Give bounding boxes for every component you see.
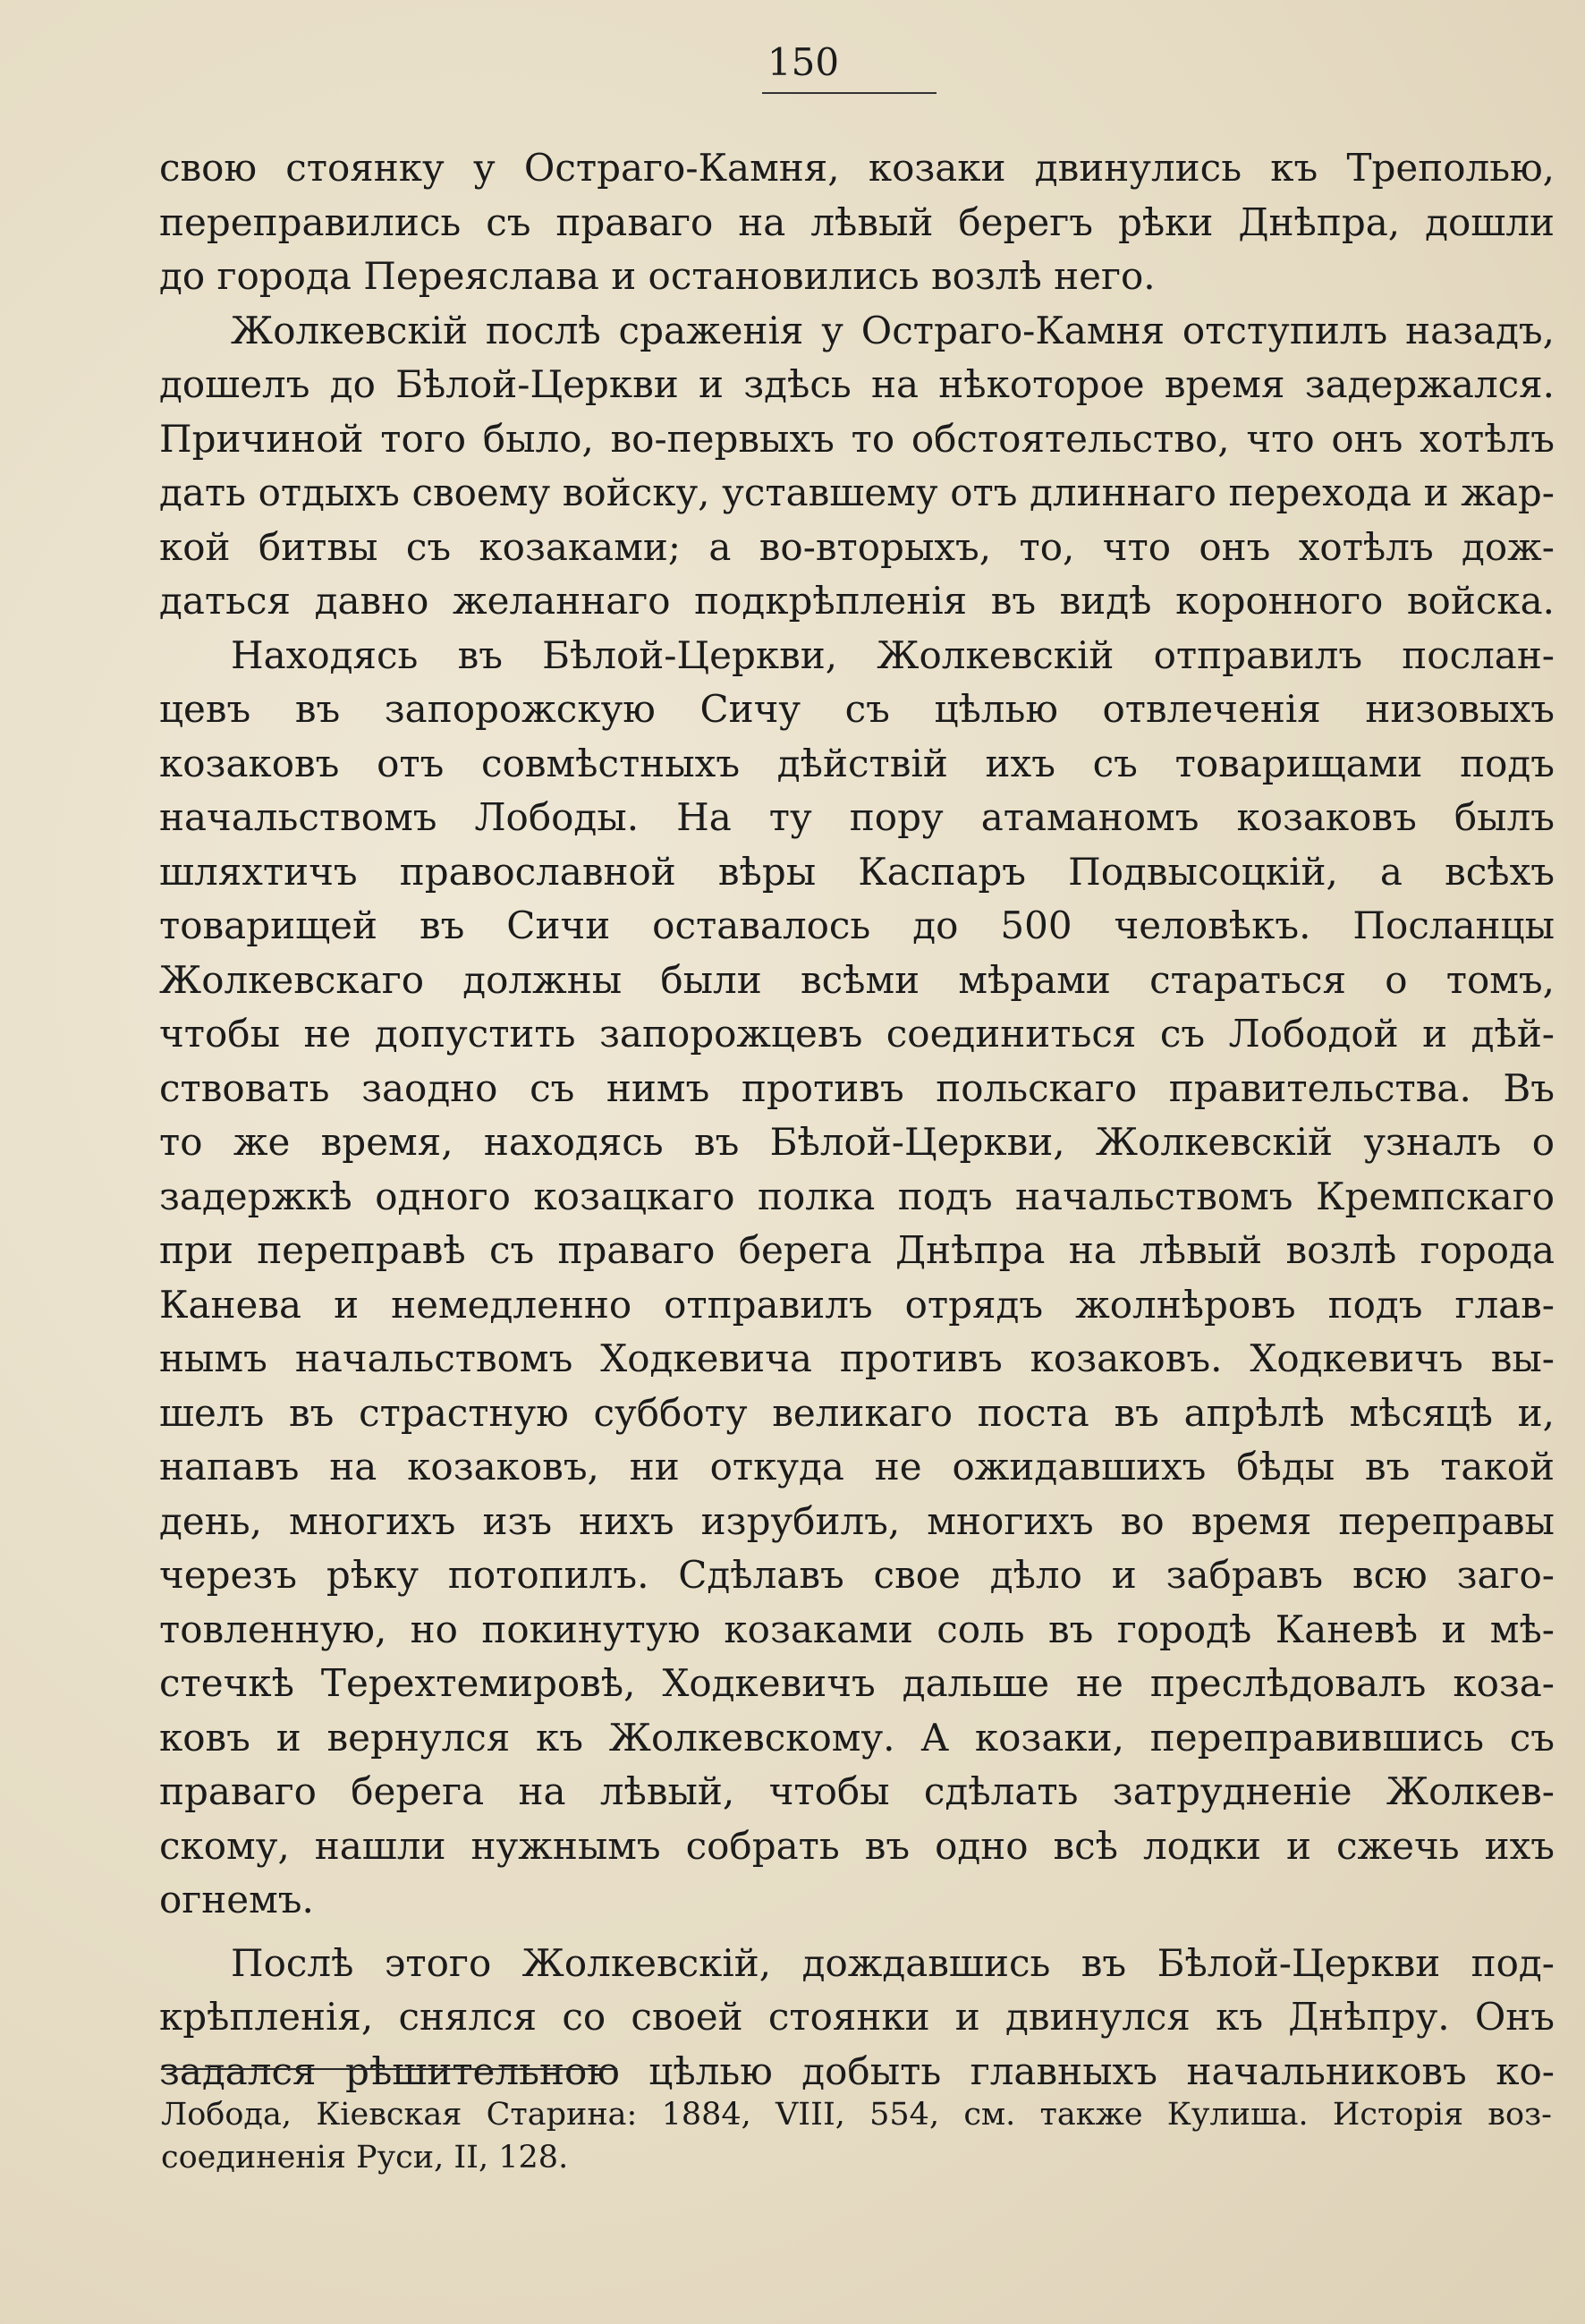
footnote-line: соединенія Руси, II, 128. <box>161 2140 569 2176</box>
text-line: то же время, находясь въ Бѣлой-Церкви, Жолкевскій узналъ о <box>159 1120 1555 1164</box>
text-line: крѣпленія, снялся со своей стоянки и двинулся къ Днѣпру. Онъ <box>159 1995 1555 2039</box>
text-line: Канева и немедленно отправилъ отрядъ жолнѣровъ подъ глав- <box>159 1282 1555 1327</box>
text-line: стечкѣ Терехтемировѣ, Ходкевичъ дальше не преслѣдовалъ коза- <box>159 1661 1555 1705</box>
text-line: при переправѣ съ праваго берега Днѣпра на лѣвый возлѣ города <box>159 1228 1555 1272</box>
text-line: дать отдыхъ своему войску, уставшему отъ длиннаго перехода и жар- <box>159 471 1555 514</box>
text-line: переправились съ праваго на лѣвый берегъ рѣки Днѣпра, дошли <box>159 199 1555 244</box>
text-line: козаковъ отъ совмѣстныхъ дѣйствій ихъ съ товарищами подъ <box>159 741 1555 785</box>
text-line: чтобы не допустить запорожцевъ соединиться съ Лободой и дѣй- <box>159 1012 1555 1056</box>
text-line: напавъ на козаковъ, ни откуда не ожидавшихъ бѣды въ такой <box>159 1445 1555 1489</box>
text-line: задержкѣ одного козацкаго полка подъ начальствомъ Кремпскаго <box>159 1174 1555 1218</box>
paragraph-4 <box>159 1937 1555 2099</box>
paragraph-1 <box>159 141 1555 304</box>
footnote-rule <box>161 2068 617 2070</box>
page-number-rule <box>762 92 937 94</box>
text-line: Послѣ этого Жолкевскій, дождавшись въ Бѣлой-Церкви под- <box>231 1940 1555 1985</box>
text-line: шелъ въ страстную субботу великаго поста въ апрѣлѣ мѣсяцѣ и, <box>159 1390 1555 1435</box>
paragraph-2 <box>159 304 1555 629</box>
footnote <box>161 2093 1552 2179</box>
text-line: шляхтичъ православной вѣры Каспаръ Подвысоцкій, а всѣхъ <box>159 849 1555 894</box>
paragraph-3 <box>159 629 1555 1928</box>
text-line: задался рѣшительною цѣлью добыть главныхъ начальниковъ ко- <box>159 2048 1555 2093</box>
text-line: товарищей въ Сичи оставалось до 500 человѣкъ. Посланцы <box>159 903 1555 947</box>
text-line: праваго берега на лѣвый, чтобы сдѣлать затрудненіе Жолкев- <box>159 1769 1555 1813</box>
text-line: нымъ начальствомъ Ходкевича противъ козаковъ. Ходкевичъ вы- <box>159 1336 1555 1380</box>
text-line: до города Переяслава и остановились возлѣ него. <box>159 254 1156 298</box>
footnote-line: Лобода, Кіевская Старина: 1884, VIII, 554, см. также Кулиша. Исторія воз- <box>161 2097 1552 2133</box>
text-line: Жолкевскій послѣ сраженія у Остраго-Камня отступилъ назадъ, <box>231 308 1555 352</box>
text-line: скому, нашли нужнымъ собрать въ одно всѣ лодки и сжечь ихъ <box>159 1823 1555 1868</box>
text-line: Жолкевскаго должны были всѣми мѣрами стараться о томъ, <box>159 957 1555 1002</box>
text-line: ковъ и вернулся къ Жолкевскому. А козаки, переправившись съ <box>159 1715 1555 1760</box>
text-line: даться давно желаннаго подкрѣпленія въ видѣ коронного войска. <box>159 579 1555 623</box>
text-line: черезъ рѣку потопилъ. Сдѣлавъ свое дѣло и забравъ всю заго- <box>159 1553 1555 1597</box>
text-line: свою стоянку у Остраго-Камня, козаки двинулись къ Треполью, <box>159 146 1555 190</box>
text-line: кой битвы съ козаками; а во-вторыхъ, то, что онъ хотѣлъ дож- <box>159 524 1555 569</box>
text-line: товленную, но покинутую козаками соль въ городѣ Каневѣ и мѣ- <box>159 1607 1555 1651</box>
body-text <box>159 141 1555 2099</box>
text-line: ствовать заодно съ нимъ противъ польскаго правительства. Въ <box>159 1065 1555 1110</box>
page-number: 150 <box>767 40 840 84</box>
text-line: день, многихъ изъ нихъ изрубилъ, многихъ во время переправы <box>159 1498 1555 1543</box>
text-line: Находясь въ Бѣлой-Церкви, Жолкевскій отправилъ послан- <box>231 632 1555 677</box>
text-line: дошелъ до Бѣлой-Церкви и здѣсь на нѣкоторое время задержался. <box>159 362 1555 406</box>
text-line: начальствомъ Лободы. На ту пору атаманомъ козаковъ былъ <box>159 795 1555 839</box>
text-line: цевъ въ запорожскую Сичу съ цѣлью отвлеченія низовыхъ <box>159 687 1555 731</box>
text-line: огнемъ. <box>159 1878 314 1921</box>
text-line: Причиной того было, во-первыхъ то обстоятельство, что онъ хотѣлъ <box>159 416 1555 461</box>
